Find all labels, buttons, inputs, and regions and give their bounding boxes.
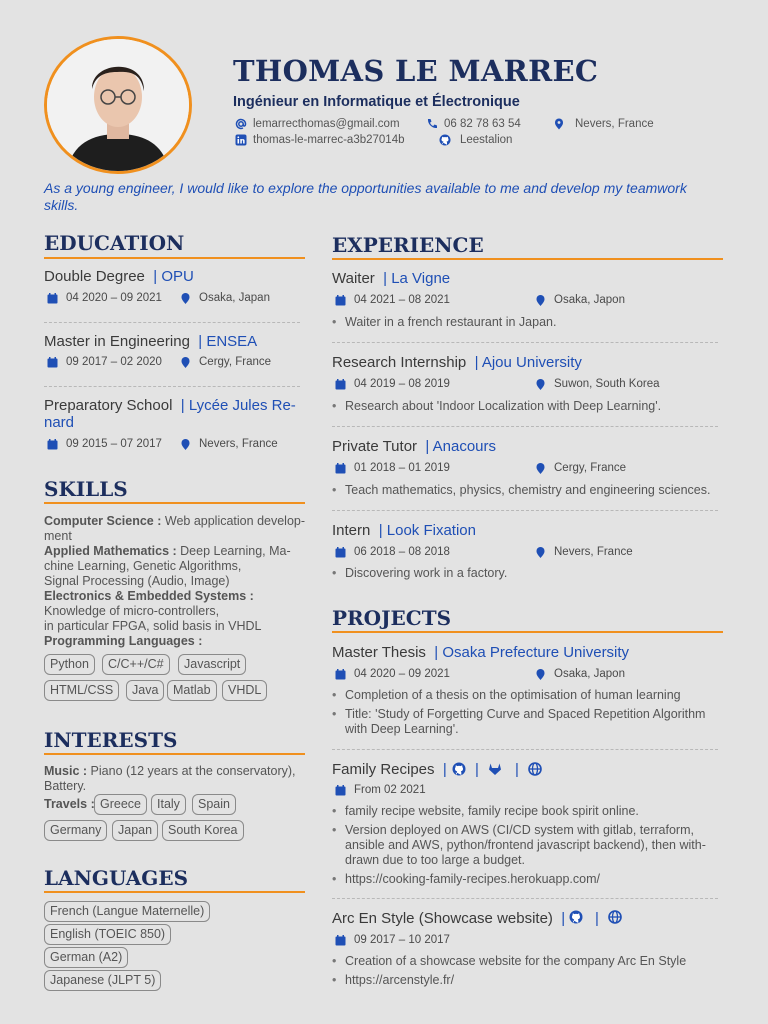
- bullet-item: [332, 707, 724, 737]
- skill-programming: [44, 634, 306, 649]
- degree-name: Master in Engineering: [44, 333, 190, 350]
- skill-text: chine Learning, Genetic Algorithms,: [44, 559, 242, 573]
- experience-place: [535, 546, 633, 558]
- skill-text: Signal Processing (Audio, Image): [44, 574, 230, 588]
- school-name: | Lycée Jules Re-: [180, 397, 296, 414]
- map-pin-icon: [535, 463, 546, 474]
- calendar-icon: [47, 293, 58, 304]
- calendar-icon: [335, 295, 346, 306]
- project-item-arc-en-style: [332, 910, 565, 927]
- calendar-icon: [335, 547, 346, 558]
- date-range: 09 2017 – 10 2017: [354, 934, 450, 946]
- place-text: Nevers, France: [554, 546, 633, 558]
- map-pin-icon: [180, 293, 191, 304]
- date-range: From 02 2021: [354, 784, 426, 796]
- tag-german: German (A2): [44, 947, 128, 968]
- education-divider: [44, 257, 305, 259]
- interests-heading: INTERESTS: [44, 728, 178, 752]
- skill-applied-math: [44, 544, 306, 589]
- bullet-item: • Research about 'Indoor Localization with Deep Learning'.: [332, 399, 722, 414]
- experience-heading: EXPERIENCE: [332, 233, 484, 257]
- organization-name: | Anacours: [425, 438, 496, 455]
- experience-item-intern: [332, 522, 476, 539]
- github-text: Leestalion: [460, 134, 513, 146]
- place-text: Osaka, Japon: [554, 294, 625, 306]
- calendar-icon: [47, 357, 58, 368]
- calendar-icon: [335, 785, 346, 796]
- organization-name: | Ajou University: [474, 354, 582, 371]
- skill-label: Electronics & Embedded Systems :: [44, 589, 254, 603]
- education-item-ensea: [44, 333, 257, 350]
- separator: |: [442, 761, 447, 778]
- interest-travels-label: [44, 797, 95, 812]
- skill-electronics: [44, 589, 306, 634]
- bullet-text: ansible and AWS, python/frontend javascript backend), then with-: [345, 838, 706, 852]
- linkedin-contact[interactable]: [235, 134, 405, 146]
- bullet-item: • Waiter in a french restaurant in Japan.: [332, 315, 722, 330]
- tag-python: Python: [44, 654, 95, 675]
- bullet-text: Title: 'Study of Forgetting Curve and Spaced Repetition Algorithm: [345, 707, 706, 721]
- project-item-thesis: [332, 644, 629, 661]
- email-contact[interactable]: [235, 118, 400, 130]
- tag-japanese: Japanese (JLPT 5): [44, 970, 161, 991]
- tag-english: English (TOEIC 850): [44, 924, 171, 945]
- school-name-continued: nard: [44, 414, 75, 431]
- bullet-text: Version deployed on AWS (CI/CD system with gitlab, terraform,: [345, 823, 694, 837]
- skill-label: Applied Mathematics :: [44, 544, 177, 558]
- date-range: 04 2021 – 08 2021: [354, 294, 450, 306]
- organization-name: | Osaka Prefecture University: [434, 644, 630, 661]
- interest-label: Travels :: [44, 797, 95, 811]
- school-name: | OPU: [153, 268, 194, 285]
- education-place: [180, 292, 270, 304]
- role-name: Research Internship: [332, 354, 467, 371]
- organization-name: | La Vigne: [383, 270, 451, 287]
- tag-greece: Greece: [94, 794, 147, 815]
- date-range: 09 2017 – 02 2020: [66, 356, 162, 368]
- education-heading: EDUCATION: [44, 231, 185, 255]
- experience-bullets: [332, 483, 722, 502]
- interest-music: [44, 764, 306, 794]
- project-item-family-recipes: [332, 761, 447, 778]
- email-text: lemarrecthomas@gmail.com: [253, 118, 400, 130]
- date-range: 04 2020 – 09 2021: [354, 668, 450, 680]
- separator: |: [561, 910, 566, 927]
- education-dates: [47, 292, 162, 304]
- phone-icon: [426, 118, 438, 130]
- bullet-item: [332, 823, 724, 868]
- role-name: Private Tutor: [332, 438, 418, 455]
- date-range: 04 2019 – 08 2019: [354, 378, 450, 390]
- tag-germany: Germany: [44, 820, 107, 841]
- role-name: Intern: [332, 522, 371, 539]
- github-icon[interactable]: [569, 910, 583, 924]
- github-contact[interactable]: [439, 134, 512, 146]
- calendar-icon: [47, 439, 58, 450]
- skill-text: Web application develop-: [164, 514, 306, 528]
- divider: [44, 386, 300, 387]
- interest-text: Battery.: [44, 779, 87, 793]
- experience-dates: [335, 462, 450, 474]
- project-name: Arc En Style (Showcase website): [332, 910, 553, 927]
- experience-item-tutor: [332, 438, 496, 455]
- bullet-item: • family recipe website, family recipe book spirit online.: [332, 804, 724, 819]
- role-name: Waiter: [332, 270, 375, 287]
- map-pin-icon: [535, 669, 546, 680]
- date-range: 09 2015 – 07 2017: [66, 438, 162, 450]
- organization-name: | Look Fixation: [378, 522, 476, 539]
- education-place: [180, 438, 278, 450]
- experience-item-research: [332, 354, 582, 371]
- place-text: Osaka, Japon: [554, 668, 625, 680]
- experience-divider: [332, 258, 723, 260]
- linkedin-icon: [235, 134, 247, 146]
- experience-item-waiter: [332, 270, 450, 287]
- date-range: 04 2020 – 09 2021: [66, 292, 162, 304]
- skill-text: in particular FPGA, solid basis in VHDL: [44, 619, 262, 633]
- candidate-title: Ingénieur en Informatique et Électronique: [233, 94, 520, 110]
- project-place: [535, 668, 625, 680]
- globe-icon[interactable]: [608, 910, 622, 924]
- github-icon[interactable]: [452, 762, 466, 776]
- tag-spain: Spain: [192, 794, 236, 815]
- divider: [332, 342, 718, 343]
- tag-french: French (Langue Maternelle): [44, 901, 210, 922]
- project-dates: [335, 668, 450, 680]
- tag-japan: Japan: [112, 820, 158, 841]
- project-dates: [335, 784, 426, 796]
- place-text: Cergy, France: [554, 462, 627, 474]
- bullet-item: • Discovering work in a factory.: [332, 566, 722, 581]
- calendar-icon: [335, 463, 346, 474]
- skills-divider: [44, 502, 305, 504]
- date-range: 06 2018 – 08 2018: [354, 546, 450, 558]
- divider: [332, 749, 718, 750]
- map-pin-icon: [180, 439, 191, 450]
- profile-photo: [44, 36, 192, 174]
- map-pin-icon: [535, 547, 546, 558]
- divider: [44, 322, 300, 323]
- project-bullets: [332, 954, 724, 992]
- bullet-item: • Completion of a thesis on the optimisation of human learning: [332, 688, 724, 703]
- experience-bullets: [332, 399, 722, 418]
- experience-place: [535, 462, 626, 474]
- experience-place: [535, 294, 625, 306]
- languages-divider: [44, 891, 305, 893]
- project-link[interactable]: • https://cooking-family-recipes.herokuapp.com/: [332, 872, 724, 887]
- education-dates: [47, 356, 162, 368]
- divider: [332, 898, 718, 899]
- skills-heading: SKILLS: [44, 477, 128, 501]
- calendar-icon: [335, 669, 346, 680]
- tag-html-css: HTML/CSS: [44, 680, 119, 701]
- place-text: Cergy, France: [199, 356, 272, 368]
- candidate-name: THOMAS LE MARREC: [233, 54, 599, 88]
- interest-label: Music :: [44, 764, 88, 778]
- interest-text: Piano (12 years at the conservatory),: [90, 764, 296, 778]
- tag-javascript: Javascript: [178, 654, 246, 675]
- education-place: [180, 356, 271, 368]
- projects-heading: PROJECTS: [332, 606, 452, 630]
- projects-divider: [332, 631, 723, 633]
- phone-text: 06 82 78 63 54: [444, 118, 521, 130]
- place-text: Nevers, France: [199, 438, 278, 450]
- school-name: | ENSEA: [198, 333, 258, 350]
- project-dates: [335, 934, 450, 946]
- experience-dates: [335, 378, 450, 390]
- divider: [332, 426, 718, 427]
- bullet-text: drawn due to too large a budget.: [345, 853, 525, 867]
- bullet-item: • Teach mathematics, physics, chemistry and engineering sciences.: [332, 483, 722, 498]
- skill-computer-science: [44, 514, 306, 544]
- location-contact: [553, 118, 654, 130]
- date-range: 01 2018 – 01 2019: [354, 462, 450, 474]
- skill-label: Computer Science :: [44, 514, 162, 528]
- skill-text: ment: [44, 529, 72, 543]
- experience-place: [535, 378, 660, 390]
- degree-name: Double Degree: [44, 268, 145, 285]
- education-item-opu: [44, 268, 194, 285]
- education-item-lycee: [44, 397, 296, 431]
- calendar-icon: [335, 935, 346, 946]
- experience-dates: [335, 294, 450, 306]
- education-dates: [47, 438, 162, 450]
- skills-list: [44, 514, 306, 649]
- map-pin-icon: [535, 295, 546, 306]
- project-bullets: [332, 804, 724, 891]
- phone-contact[interactable]: [426, 118, 521, 130]
- tag-java: Java: [126, 680, 164, 701]
- map-pin-icon: [553, 118, 565, 130]
- skill-text: Knowledge of micro-controllers,: [44, 604, 220, 618]
- divider: [332, 510, 718, 511]
- separator: |: [515, 761, 519, 778]
- gitlab-icon[interactable]: [488, 762, 502, 776]
- languages-heading: LANGUAGES: [44, 866, 189, 890]
- tag-matlab: Matlab: [167, 680, 217, 701]
- skill-text: Deep Learning, Ma-: [180, 544, 291, 558]
- location-text: Nevers, France: [575, 118, 654, 130]
- tag-south-korea: South Korea: [162, 820, 244, 841]
- at-icon: [235, 118, 247, 130]
- separator: |: [595, 910, 599, 927]
- linkedin-text: thomas-le-marrec-a3b27014b: [253, 134, 405, 146]
- project-bullets: [332, 688, 724, 741]
- skill-label: Programming Languages :: [44, 634, 203, 648]
- experience-bullets: [332, 566, 722, 585]
- tag-c-cpp-csharp: C/C++/C#: [102, 654, 170, 675]
- experience-bullets: [332, 315, 722, 334]
- project-link[interactable]: • https://arcenstyle.fr/: [332, 973, 724, 988]
- globe-icon[interactable]: [528, 762, 542, 776]
- interests-divider: [44, 753, 305, 755]
- calendar-icon: [335, 379, 346, 390]
- degree-name: Preparatory School: [44, 397, 173, 414]
- project-name: Family Recipes: [332, 761, 435, 778]
- bullet-text: with Deep Learning'.: [345, 722, 459, 736]
- tag-italy: Italy: [151, 794, 186, 815]
- project-name: Master Thesis: [332, 644, 426, 661]
- place-text: Suwon, South Korea: [554, 378, 660, 390]
- place-text: Osaka, Japan: [199, 292, 270, 304]
- summary-statement: As a young engineer, I would like to explore the opportunities available to me and develop my teamwork skills.: [44, 180, 687, 213]
- separator: |: [475, 761, 479, 778]
- bullet-item: • Creation of a showcase website for the company Arc En Style: [332, 954, 724, 969]
- map-pin-icon: [535, 379, 546, 390]
- tag-vhdl: VHDL: [222, 680, 267, 701]
- map-pin-icon: [180, 357, 191, 368]
- github-icon: [439, 134, 451, 146]
- experience-dates: [335, 546, 450, 558]
